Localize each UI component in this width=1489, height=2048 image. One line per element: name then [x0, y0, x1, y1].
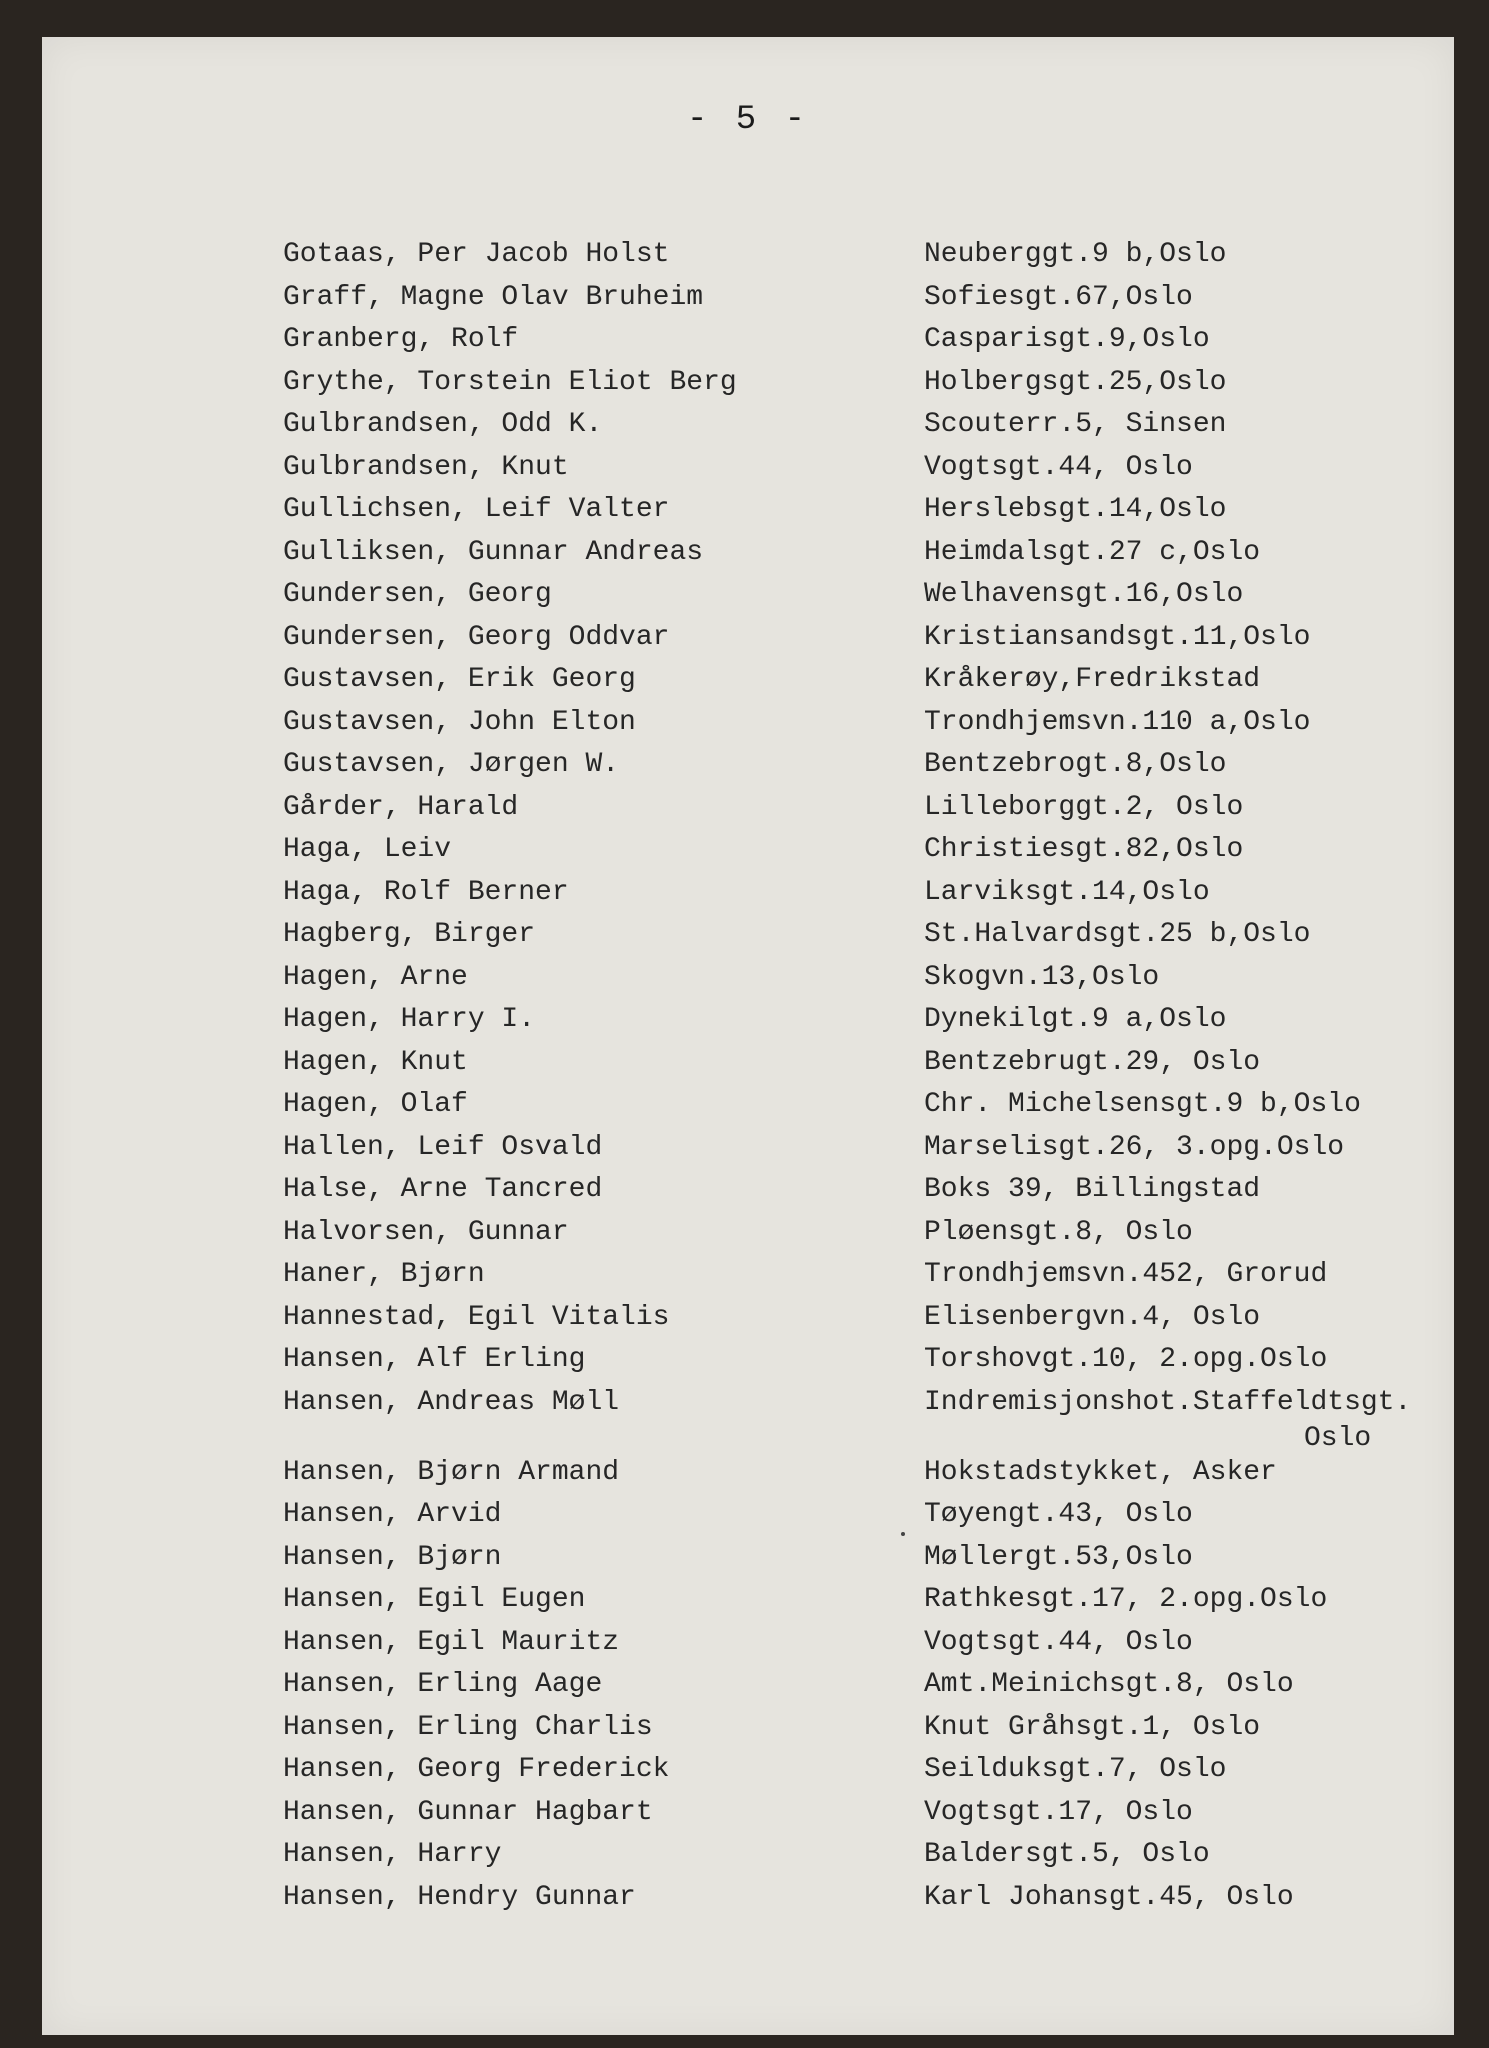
person-name: Hansen, Arvid: [283, 1499, 502, 1530]
person-address: Bentzebrogt.8,Oslo: [924, 749, 1227, 780]
person-address: Holbergsgt.25,Oslo: [924, 367, 1227, 398]
person-address: Casparisgt.9,Oslo: [924, 324, 1210, 355]
person-address: Sofiesgt.67,Oslo: [924, 282, 1193, 313]
list-row: [42, 1708, 1454, 1748]
list-row: [42, 533, 1454, 573]
person-name: Graff, Magne Olav Bruheim: [283, 282, 704, 313]
person-address: Bentzebrugt.29, Oslo: [924, 1047, 1261, 1078]
list-row: [42, 1538, 1454, 1578]
person-name: Hansen, Bjørn Armand: [283, 1457, 620, 1488]
list-row: [42, 1495, 1454, 1535]
person-name: Gundersen, Georg Oddvar: [283, 622, 670, 653]
person-address: Boks 39, Billingstad: [924, 1174, 1261, 1205]
list-row: [42, 1665, 1454, 1705]
person-address: Lilleborggt.2, Oslo: [924, 792, 1244, 823]
list-row: [42, 1043, 1454, 1083]
list-row: [42, 1383, 1454, 1454]
list-row: [42, 1255, 1454, 1295]
person-name: Halse, Arne Tancred: [283, 1174, 603, 1205]
person-name: Hansen, Erling Aage: [283, 1669, 603, 1700]
list-row: [42, 1085, 1454, 1125]
person-address: Rathkesgt.17, 2.opg.Oslo: [924, 1584, 1328, 1615]
list-row: [42, 448, 1454, 488]
person-address: Tøyengt.43, Oslo: [924, 1499, 1193, 1530]
list-row: [42, 278, 1454, 318]
person-address: Welhavensgt.16,Oslo: [924, 579, 1244, 610]
person-name: Hansen, Erling Charlis: [283, 1712, 653, 1743]
person-address: Larviksgt.14,Oslo: [924, 877, 1210, 908]
person-address: Knut Gråhsgt.1, Oslo: [924, 1712, 1261, 1743]
person-address: Seilduksgt.7, Oslo: [924, 1754, 1227, 1785]
page-number: - 5 -: [686, 101, 810, 139]
list-row: [42, 320, 1454, 360]
person-name: Hansen, Harry: [283, 1839, 502, 1870]
list-row: [42, 1128, 1454, 1168]
list-row: [42, 1340, 1454, 1380]
list-row: [42, 363, 1454, 403]
list-row: [42, 745, 1454, 785]
person-address: Elisenbergvn.4, Oslo: [924, 1302, 1261, 1333]
person-address: Chr. Michelsensgt.9 b,Oslo: [924, 1089, 1361, 1120]
person-address: Scouterr.5, Sinsen: [924, 409, 1227, 440]
person-address: Vogtsgt.44, Oslo: [924, 452, 1193, 483]
list-row: [42, 1213, 1454, 1253]
list-row: [42, 873, 1454, 913]
list-row: [42, 958, 1454, 998]
person-name: Gulbrandsen, Odd K.: [283, 409, 603, 440]
person-address: Marselisgt.26, 3.opg.Oslo: [924, 1132, 1345, 1163]
person-name: Gustavsen, Erik Georg: [283, 664, 636, 695]
person-name: Gårder, Harald: [283, 792, 519, 823]
ink-speck: [901, 1532, 905, 1536]
person-name: Gullichsen, Leif Valter: [283, 494, 670, 525]
person-address: Trondhjemsvn.110 a,Oslo: [924, 707, 1311, 738]
person-name: Hannestad, Egil Vitalis: [283, 1302, 670, 1333]
person-address: Pløensgt.8, Oslo: [924, 1217, 1193, 1248]
list-row: [42, 1835, 1454, 1875]
list-row: [42, 1000, 1454, 1040]
person-address-continuation: Oslo: [1304, 1423, 1372, 1454]
list-row: [42, 1750, 1454, 1790]
person-address: Karl Johansgt.45, Oslo: [924, 1882, 1294, 1913]
list-row: [42, 1793, 1454, 1833]
person-address: Heimdalsgt.27 c,Oslo: [924, 537, 1261, 568]
person-name: Haner, Bjørn: [283, 1259, 485, 1290]
person-name: Hansen, Alf Erling: [283, 1344, 586, 1375]
list-row: [42, 1453, 1454, 1493]
person-address: Dynekilgt.9 a,Oslo: [924, 1004, 1227, 1035]
list-row: [42, 1170, 1454, 1210]
person-name: Haga, Rolf Berner: [283, 877, 569, 908]
person-address: Indremisjonshot.Staffeldtsgt.: [924, 1387, 1412, 1418]
person-name: Hansen, Andreas Møll: [283, 1387, 620, 1418]
person-name: Hagen, Arne: [283, 962, 468, 993]
person-name: Hansen, Georg Frederick: [283, 1754, 670, 1785]
person-address: Møllergt.53,Oslo: [924, 1542, 1193, 1573]
list-row: [42, 788, 1454, 828]
person-address: Baldersgt.5, Oslo: [924, 1839, 1210, 1870]
person-name: Hansen, Gunnar Hagbart: [283, 1797, 653, 1828]
person-name: Gustavsen, Jørgen W.: [283, 749, 620, 780]
list-row: [42, 1580, 1454, 1620]
person-address: St.Halvardsgt.25 b,Oslo: [924, 919, 1311, 950]
person-name: Hansen, Hendry Gunnar: [283, 1882, 636, 1913]
person-address: Skogvn.13,Oslo: [924, 962, 1160, 993]
person-name: Gulliksen, Gunnar Andreas: [283, 537, 704, 568]
person-address: Kråkerøy,Fredrikstad: [924, 664, 1261, 695]
person-address: Vogtsgt.17, Oslo: [924, 1797, 1193, 1828]
person-name: Hagen, Harry I.: [283, 1004, 536, 1035]
person-name: Hansen, Bjørn: [283, 1542, 502, 1573]
person-name: Hagen, Knut: [283, 1047, 468, 1078]
person-name: Haga, Leiv: [283, 834, 452, 865]
person-address: Trondhjemsvn.452, Grorud: [924, 1259, 1328, 1290]
person-address: Vogtsgt.44, Oslo: [924, 1627, 1193, 1658]
person-name: Hagen, Olaf: [283, 1089, 468, 1120]
person-address: Amt.Meinichsgt.8, Oslo: [924, 1669, 1294, 1700]
list-row: [42, 703, 1454, 743]
person-name: Gundersen, Georg: [283, 579, 552, 610]
list-row: [42, 490, 1454, 530]
person-address: Hokstadstykket, Asker: [924, 1457, 1277, 1488]
list-row: [42, 660, 1454, 700]
list-row: [42, 1623, 1454, 1663]
list-row: [42, 1298, 1454, 1338]
person-name: Gustavsen, John Elton: [283, 707, 636, 738]
person-name: Hansen, Egil Eugen: [283, 1584, 586, 1615]
list-row: [42, 405, 1454, 445]
person-name: Halvorsen, Gunnar: [283, 1217, 569, 1248]
person-address: Torshovgt.10, 2.opg.Oslo: [924, 1344, 1328, 1375]
person-name: Grythe, Torstein Eliot Berg: [283, 367, 737, 398]
list-row: [42, 618, 1454, 658]
list-row: [42, 575, 1454, 615]
person-name: Gotaas, Per Jacob Holst: [283, 239, 670, 270]
list-row: [42, 915, 1454, 955]
person-address: Neuberggt.9 b,Oslo: [924, 239, 1227, 270]
person-name: Hagberg, Birger: [283, 919, 536, 950]
list-row: [42, 1878, 1454, 1918]
person-name: Granberg, Rolf: [283, 324, 519, 355]
person-address: Herslebsgt.14,Oslo: [924, 494, 1227, 525]
person-name: Hansen, Egil Mauritz: [283, 1627, 620, 1658]
list-row: [42, 830, 1454, 870]
list-row: [42, 235, 1454, 275]
person-name: Hallen, Leif Osvald: [283, 1132, 603, 1163]
person-address: Kristiansandsgt.11,Oslo: [924, 622, 1311, 653]
person-name: Gulbrandsen, Knut: [283, 452, 569, 483]
document-page: [42, 37, 1454, 2035]
person-address: Christiesgt.82,Oslo: [924, 834, 1244, 865]
